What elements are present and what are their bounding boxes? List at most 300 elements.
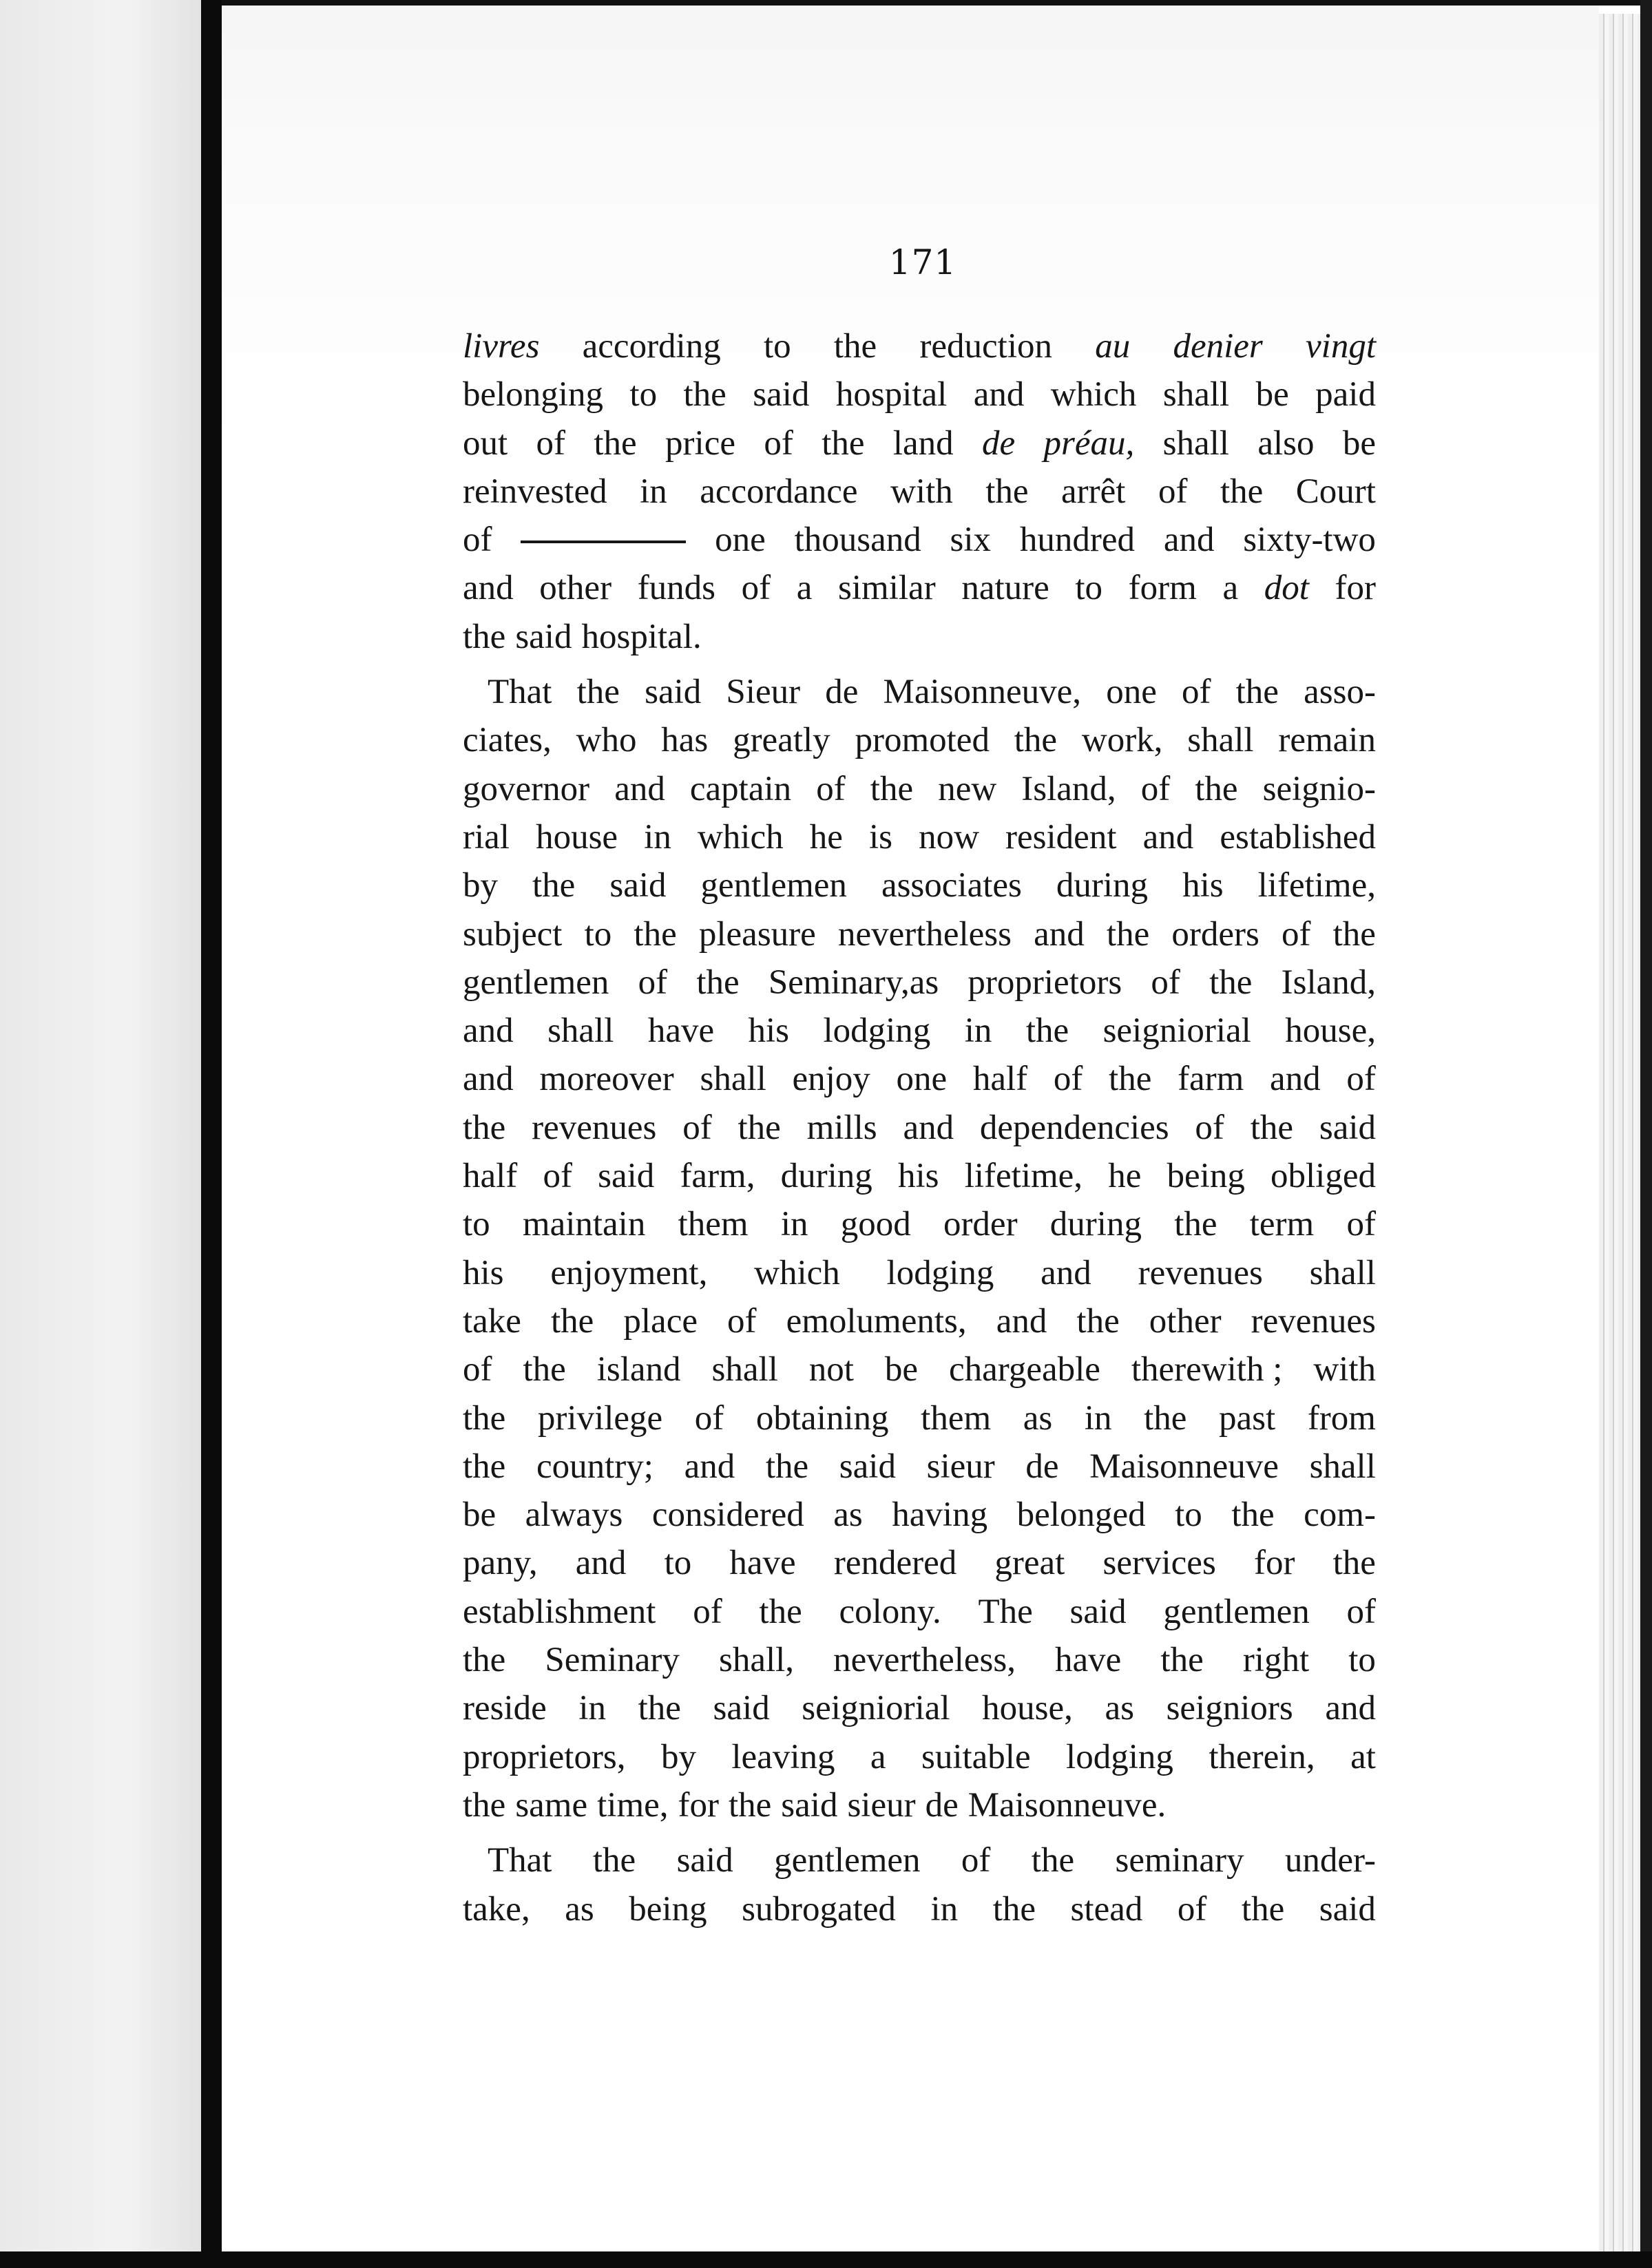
word: out — [463, 423, 508, 463]
word: of — [694, 1398, 724, 1438]
word: therewith ; — [1131, 1350, 1283, 1389]
word: of — [463, 1350, 492, 1389]
word: be — [884, 1350, 919, 1389]
word: he — [1108, 1157, 1142, 1196]
word: enjoy — [792, 1060, 870, 1099]
word: half — [972, 1060, 1028, 1099]
word: and — [973, 375, 1025, 414]
word: and — [463, 1060, 514, 1099]
word: place — [623, 1301, 698, 1341]
text-line — [463, 958, 1376, 1007]
word: for — [1335, 569, 1376, 608]
word: one — [896, 1060, 948, 1099]
word: sieur — [926, 1447, 995, 1486]
word: the — [992, 1889, 1036, 1929]
word: livres — [463, 327, 540, 366]
word: the — [1109, 1060, 1152, 1099]
word: of — [1177, 1889, 1207, 1929]
word: which — [754, 1253, 840, 1292]
word: land — [892, 423, 954, 463]
paragraph-gap — [463, 1829, 1376, 1836]
word: arrêt — [1061, 472, 1126, 511]
word: accordance — [700, 472, 858, 511]
word: privilege — [537, 1398, 663, 1438]
word: Court — [1295, 472, 1376, 511]
word: price — [665, 423, 735, 463]
text-line — [463, 468, 1376, 516]
word: subject — [463, 914, 563, 954]
word: the — [985, 472, 1029, 511]
word: said — [676, 1841, 733, 1880]
word: the — [463, 1641, 506, 1680]
word: of — [727, 1301, 757, 1341]
word: That — [488, 673, 552, 712]
word: his — [463, 1253, 504, 1292]
word: term — [1249, 1205, 1315, 1244]
word: funds — [637, 569, 716, 608]
word: a — [1222, 569, 1239, 608]
word: the — [1025, 1011, 1069, 1051]
word: gentlemen — [700, 866, 847, 905]
word: chargeable — [948, 1350, 1100, 1389]
text-line — [463, 1442, 1376, 1491]
word: captain — [689, 769, 792, 808]
word: establishment — [463, 1592, 656, 1631]
word: the — [738, 1108, 781, 1147]
word: revenues — [1138, 1253, 1263, 1292]
word: the — [1174, 1205, 1217, 1244]
paragraph-gap — [463, 661, 1376, 668]
word: is — [868, 817, 892, 857]
word: one — [1106, 673, 1157, 712]
word: a — [796, 569, 813, 608]
word: take, — [463, 1889, 530, 1929]
word: the — [765, 1447, 809, 1486]
word: great — [994, 1544, 1065, 1583]
blank-dash — [521, 540, 686, 543]
word: lodging — [823, 1011, 931, 1051]
word: préau, — [1043, 423, 1135, 463]
word: be — [463, 1495, 496, 1535]
word: of — [1182, 673, 1211, 712]
word: reside — [463, 1689, 547, 1728]
word: the — [1231, 1495, 1275, 1535]
word: the — [594, 423, 637, 463]
text-line — [463, 1297, 1376, 1345]
word: of — [463, 521, 492, 560]
text-line — [463, 1491, 1376, 1539]
text-line — [463, 1781, 1376, 1829]
word: country; — [536, 1447, 654, 1486]
word: said — [753, 375, 810, 414]
paragraph — [463, 1836, 1376, 1933]
word: in — [930, 1889, 959, 1929]
word: paid — [1315, 375, 1376, 414]
word: as — [1023, 1398, 1053, 1438]
text-line — [463, 1152, 1376, 1200]
text-line — [463, 1007, 1376, 1055]
word: shall, — [718, 1641, 795, 1680]
word: in — [640, 472, 667, 511]
word: the — [551, 1301, 594, 1341]
word: orders — [1171, 914, 1259, 954]
word: the — [1209, 963, 1253, 1002]
word: in — [578, 1689, 607, 1728]
word: the — [1235, 673, 1279, 712]
word: in — [644, 817, 671, 857]
word: promoted — [855, 721, 990, 760]
word: and — [1270, 1060, 1321, 1099]
text-line — [463, 516, 1376, 564]
word: be — [1342, 423, 1376, 463]
word: sieur — [847, 1785, 916, 1825]
word: the — [1332, 1544, 1376, 1583]
word: not — [808, 1350, 854, 1389]
word: good — [840, 1205, 911, 1244]
word: enjoyment, — [550, 1253, 708, 1292]
word: the — [463, 1785, 506, 1825]
scan-top-edge — [222, 0, 1652, 6]
word: Island, — [1281, 963, 1376, 1002]
word: the — [463, 1398, 506, 1438]
text-line — [463, 613, 1376, 661]
word: dependencies — [979, 1108, 1169, 1147]
word: de — [825, 673, 859, 712]
word: Seminary — [545, 1641, 680, 1680]
text-line — [463, 716, 1376, 764]
word: the — [683, 375, 726, 414]
word: hospital — [835, 375, 948, 414]
word: Sieur — [726, 673, 801, 712]
word: the — [1144, 1398, 1187, 1438]
word: revenues — [1251, 1301, 1376, 1341]
word: his — [897, 1157, 939, 1196]
word: them — [678, 1205, 749, 1244]
word: take — [463, 1301, 521, 1341]
word: the — [1250, 1108, 1294, 1147]
word: right — [1242, 1641, 1310, 1680]
page-stack-edges — [1599, 14, 1640, 2251]
text-line — [463, 1733, 1376, 1781]
word: he — [809, 817, 843, 857]
word: nature — [961, 569, 1049, 608]
word: of — [1346, 1592, 1376, 1631]
word: au — [1095, 327, 1131, 366]
scan-right-edge — [1640, 0, 1652, 2268]
word: Maisonneuve. — [968, 1785, 1167, 1825]
word: which — [697, 817, 784, 857]
word: said — [713, 1689, 770, 1728]
word: shall — [1309, 1253, 1376, 1292]
word: the — [728, 1785, 772, 1825]
word: with — [890, 472, 953, 511]
word: the — [463, 1447, 506, 1486]
word: shall — [711, 1350, 778, 1389]
word: to — [584, 914, 612, 954]
word: to — [463, 1205, 490, 1244]
word: de — [1025, 1447, 1059, 1486]
word: and — [1325, 1689, 1376, 1728]
word: of — [693, 1592, 722, 1631]
word: farm, — [680, 1157, 755, 1196]
word: a — [870, 1737, 886, 1776]
word: reinvested — [463, 472, 607, 511]
word: revenues — [532, 1108, 657, 1147]
text-line — [463, 1104, 1376, 1152]
word: remain — [1278, 721, 1376, 760]
paragraph — [463, 668, 1376, 1829]
word: Maisonneuve, — [883, 673, 1082, 712]
text-line — [463, 910, 1376, 958]
word: of — [764, 423, 793, 463]
word: com- — [1304, 1495, 1376, 1535]
word: with — [1313, 1350, 1376, 1389]
word: and — [575, 1544, 627, 1583]
word: and — [1163, 521, 1215, 560]
word: belonged — [1016, 1495, 1146, 1535]
word: lodging — [1066, 1737, 1173, 1776]
word: resident — [1005, 817, 1117, 857]
word: house — [536, 817, 618, 857]
word: as — [833, 1495, 863, 1535]
word: and — [1041, 1253, 1091, 1292]
word: and — [463, 1011, 514, 1051]
word: said — [609, 866, 667, 905]
word: time, — [597, 1785, 669, 1825]
word: the — [870, 769, 914, 808]
word: for — [678, 1785, 719, 1825]
word: of — [1158, 472, 1188, 511]
word: form — [1128, 569, 1197, 608]
word: ciates, — [463, 721, 552, 760]
word: hundred — [1019, 521, 1135, 560]
word: said — [598, 1157, 655, 1196]
text-line — [463, 1885, 1376, 1933]
text-line — [463, 765, 1376, 813]
word: and — [1034, 914, 1085, 954]
word: according — [582, 327, 721, 366]
word: in — [780, 1205, 808, 1244]
word: of — [1053, 1060, 1083, 1099]
text-line — [463, 1345, 1376, 1394]
word: of — [961, 1841, 991, 1880]
word: by — [660, 1737, 696, 1776]
word: dot — [1264, 569, 1309, 608]
word: said — [1319, 1108, 1376, 1147]
word: said — [1319, 1889, 1376, 1929]
word: also — [1257, 423, 1315, 463]
word: said — [1069, 1592, 1127, 1631]
word: his — [748, 1011, 790, 1051]
word: of — [1346, 1205, 1376, 1244]
text-line — [463, 564, 1376, 612]
word: leaving — [731, 1737, 835, 1776]
word: of — [1281, 914, 1311, 954]
word: of — [638, 963, 668, 1002]
text-line — [463, 1394, 1376, 1442]
text-line — [463, 1588, 1376, 1636]
word: having — [892, 1495, 988, 1535]
word: reduction — [919, 327, 1053, 366]
word: one — [715, 521, 766, 560]
word: during — [1056, 866, 1149, 905]
word: said — [781, 1785, 838, 1825]
text-line — [463, 813, 1376, 861]
word: from — [1307, 1398, 1376, 1438]
word: the — [638, 1689, 681, 1728]
word: gentlemen — [463, 963, 609, 1002]
word: shall — [1162, 423, 1229, 463]
word: lodging — [886, 1253, 994, 1292]
word: shall — [547, 1011, 614, 1051]
word: said — [839, 1447, 896, 1486]
word: the — [1014, 721, 1058, 760]
word: shall — [1309, 1447, 1376, 1486]
text-line — [463, 1249, 1376, 1297]
word: them — [921, 1398, 992, 1438]
word: the — [833, 327, 877, 366]
word: has — [661, 721, 709, 760]
page-number: 171 — [888, 242, 957, 282]
word: and — [463, 569, 514, 608]
paragraph — [463, 322, 1376, 661]
word: of — [1151, 963, 1180, 1002]
word: have — [729, 1544, 796, 1583]
word: have — [647, 1011, 715, 1051]
word: the — [759, 1592, 802, 1631]
word: said — [645, 673, 702, 712]
word: the — [592, 1841, 636, 1880]
word: suitable — [921, 1737, 1031, 1776]
word: The — [978, 1592, 1033, 1631]
word: seignio- — [1262, 769, 1376, 808]
word: governor — [463, 769, 590, 808]
word: seigniorial — [802, 1689, 950, 1728]
word: Island, — [1021, 769, 1116, 808]
word: same — [515, 1785, 588, 1825]
word: at — [1350, 1737, 1376, 1776]
word: mills — [806, 1108, 877, 1147]
binding-edge — [201, 0, 222, 2268]
word: as — [1105, 1689, 1134, 1728]
word: six — [950, 521, 992, 560]
word: pany, — [463, 1544, 538, 1583]
text-line — [463, 1200, 1376, 1248]
word: denier — [1173, 327, 1263, 366]
word: the — [463, 1108, 506, 1147]
word: of — [1140, 769, 1171, 808]
word: emoluments, — [786, 1301, 967, 1341]
word: for — [1253, 1544, 1295, 1583]
text-line — [463, 419, 1376, 468]
word: have — [1055, 1641, 1122, 1680]
word: house, — [982, 1689, 1073, 1728]
word: established — [1220, 817, 1376, 857]
word: who — [576, 721, 637, 760]
word: asso- — [1304, 673, 1376, 712]
word: under- — [1284, 1841, 1376, 1880]
word: seigniors — [1166, 1689, 1293, 1728]
word: by — [463, 866, 498, 905]
text-line — [463, 668, 1376, 716]
word: in — [964, 1011, 992, 1051]
word: to — [629, 375, 658, 414]
word: of — [543, 1157, 572, 1196]
word: and — [996, 1301, 1047, 1341]
word: new — [938, 769, 997, 808]
word: and — [1142, 817, 1194, 857]
text-line — [463, 1836, 1376, 1884]
word: always — [525, 1495, 623, 1535]
word: order — [943, 1205, 1018, 1244]
word: lifetime, — [964, 1157, 1083, 1196]
word: associates — [881, 866, 1022, 905]
word: gentlemen — [1163, 1592, 1310, 1631]
word: and — [903, 1108, 954, 1147]
word: moreover — [539, 1060, 674, 1099]
word: island — [596, 1350, 681, 1389]
word: past — [1219, 1398, 1276, 1438]
text-line — [463, 1539, 1376, 1587]
word: stead — [1070, 1889, 1143, 1929]
word: lifetime, — [1257, 866, 1376, 905]
word: during — [1049, 1205, 1142, 1244]
word: obliged — [1271, 1157, 1376, 1196]
word: the — [1160, 1641, 1204, 1680]
word: the — [523, 1350, 566, 1389]
word: Maisonneuve — [1089, 1447, 1279, 1486]
word: of — [1195, 1108, 1224, 1147]
word: shall — [700, 1060, 766, 1099]
word: shall — [1162, 375, 1230, 414]
word: now — [919, 817, 979, 857]
body-text — [463, 322, 1376, 1933]
word: gentlemen — [774, 1841, 921, 1880]
text-line — [463, 861, 1376, 910]
word: proprietors — [968, 963, 1122, 1002]
word: being — [1167, 1157, 1245, 1196]
word: rial — [463, 817, 510, 857]
word: thousand — [794, 521, 921, 560]
word: the — [532, 866, 576, 905]
word: rendered — [833, 1544, 957, 1583]
word: of — [741, 569, 771, 608]
text-line — [463, 1684, 1376, 1732]
word: vingt — [1306, 327, 1376, 366]
word: the — [1332, 914, 1376, 954]
word: other — [1149, 1301, 1222, 1341]
word: obtaining — [755, 1398, 889, 1438]
scan-left-margin — [0, 0, 204, 2268]
word: proprietors, — [463, 1737, 626, 1776]
word: the — [463, 617, 506, 656]
word: Seminary,as — [768, 963, 939, 1002]
word: to — [664, 1544, 692, 1583]
text-line — [463, 1055, 1376, 1103]
word: seigniorial — [1102, 1011, 1251, 1051]
word: therein, — [1209, 1737, 1315, 1776]
word: belonging — [463, 375, 603, 414]
word: pleasure — [698, 914, 816, 954]
word: of — [816, 769, 846, 808]
word: the — [1241, 1889, 1285, 1929]
word: the — [1195, 769, 1238, 808]
word: farm — [1178, 1060, 1244, 1099]
word: the — [576, 673, 620, 712]
word: subrogated — [742, 1889, 896, 1929]
word: be — [1255, 375, 1289, 414]
word: colony. — [839, 1592, 941, 1631]
